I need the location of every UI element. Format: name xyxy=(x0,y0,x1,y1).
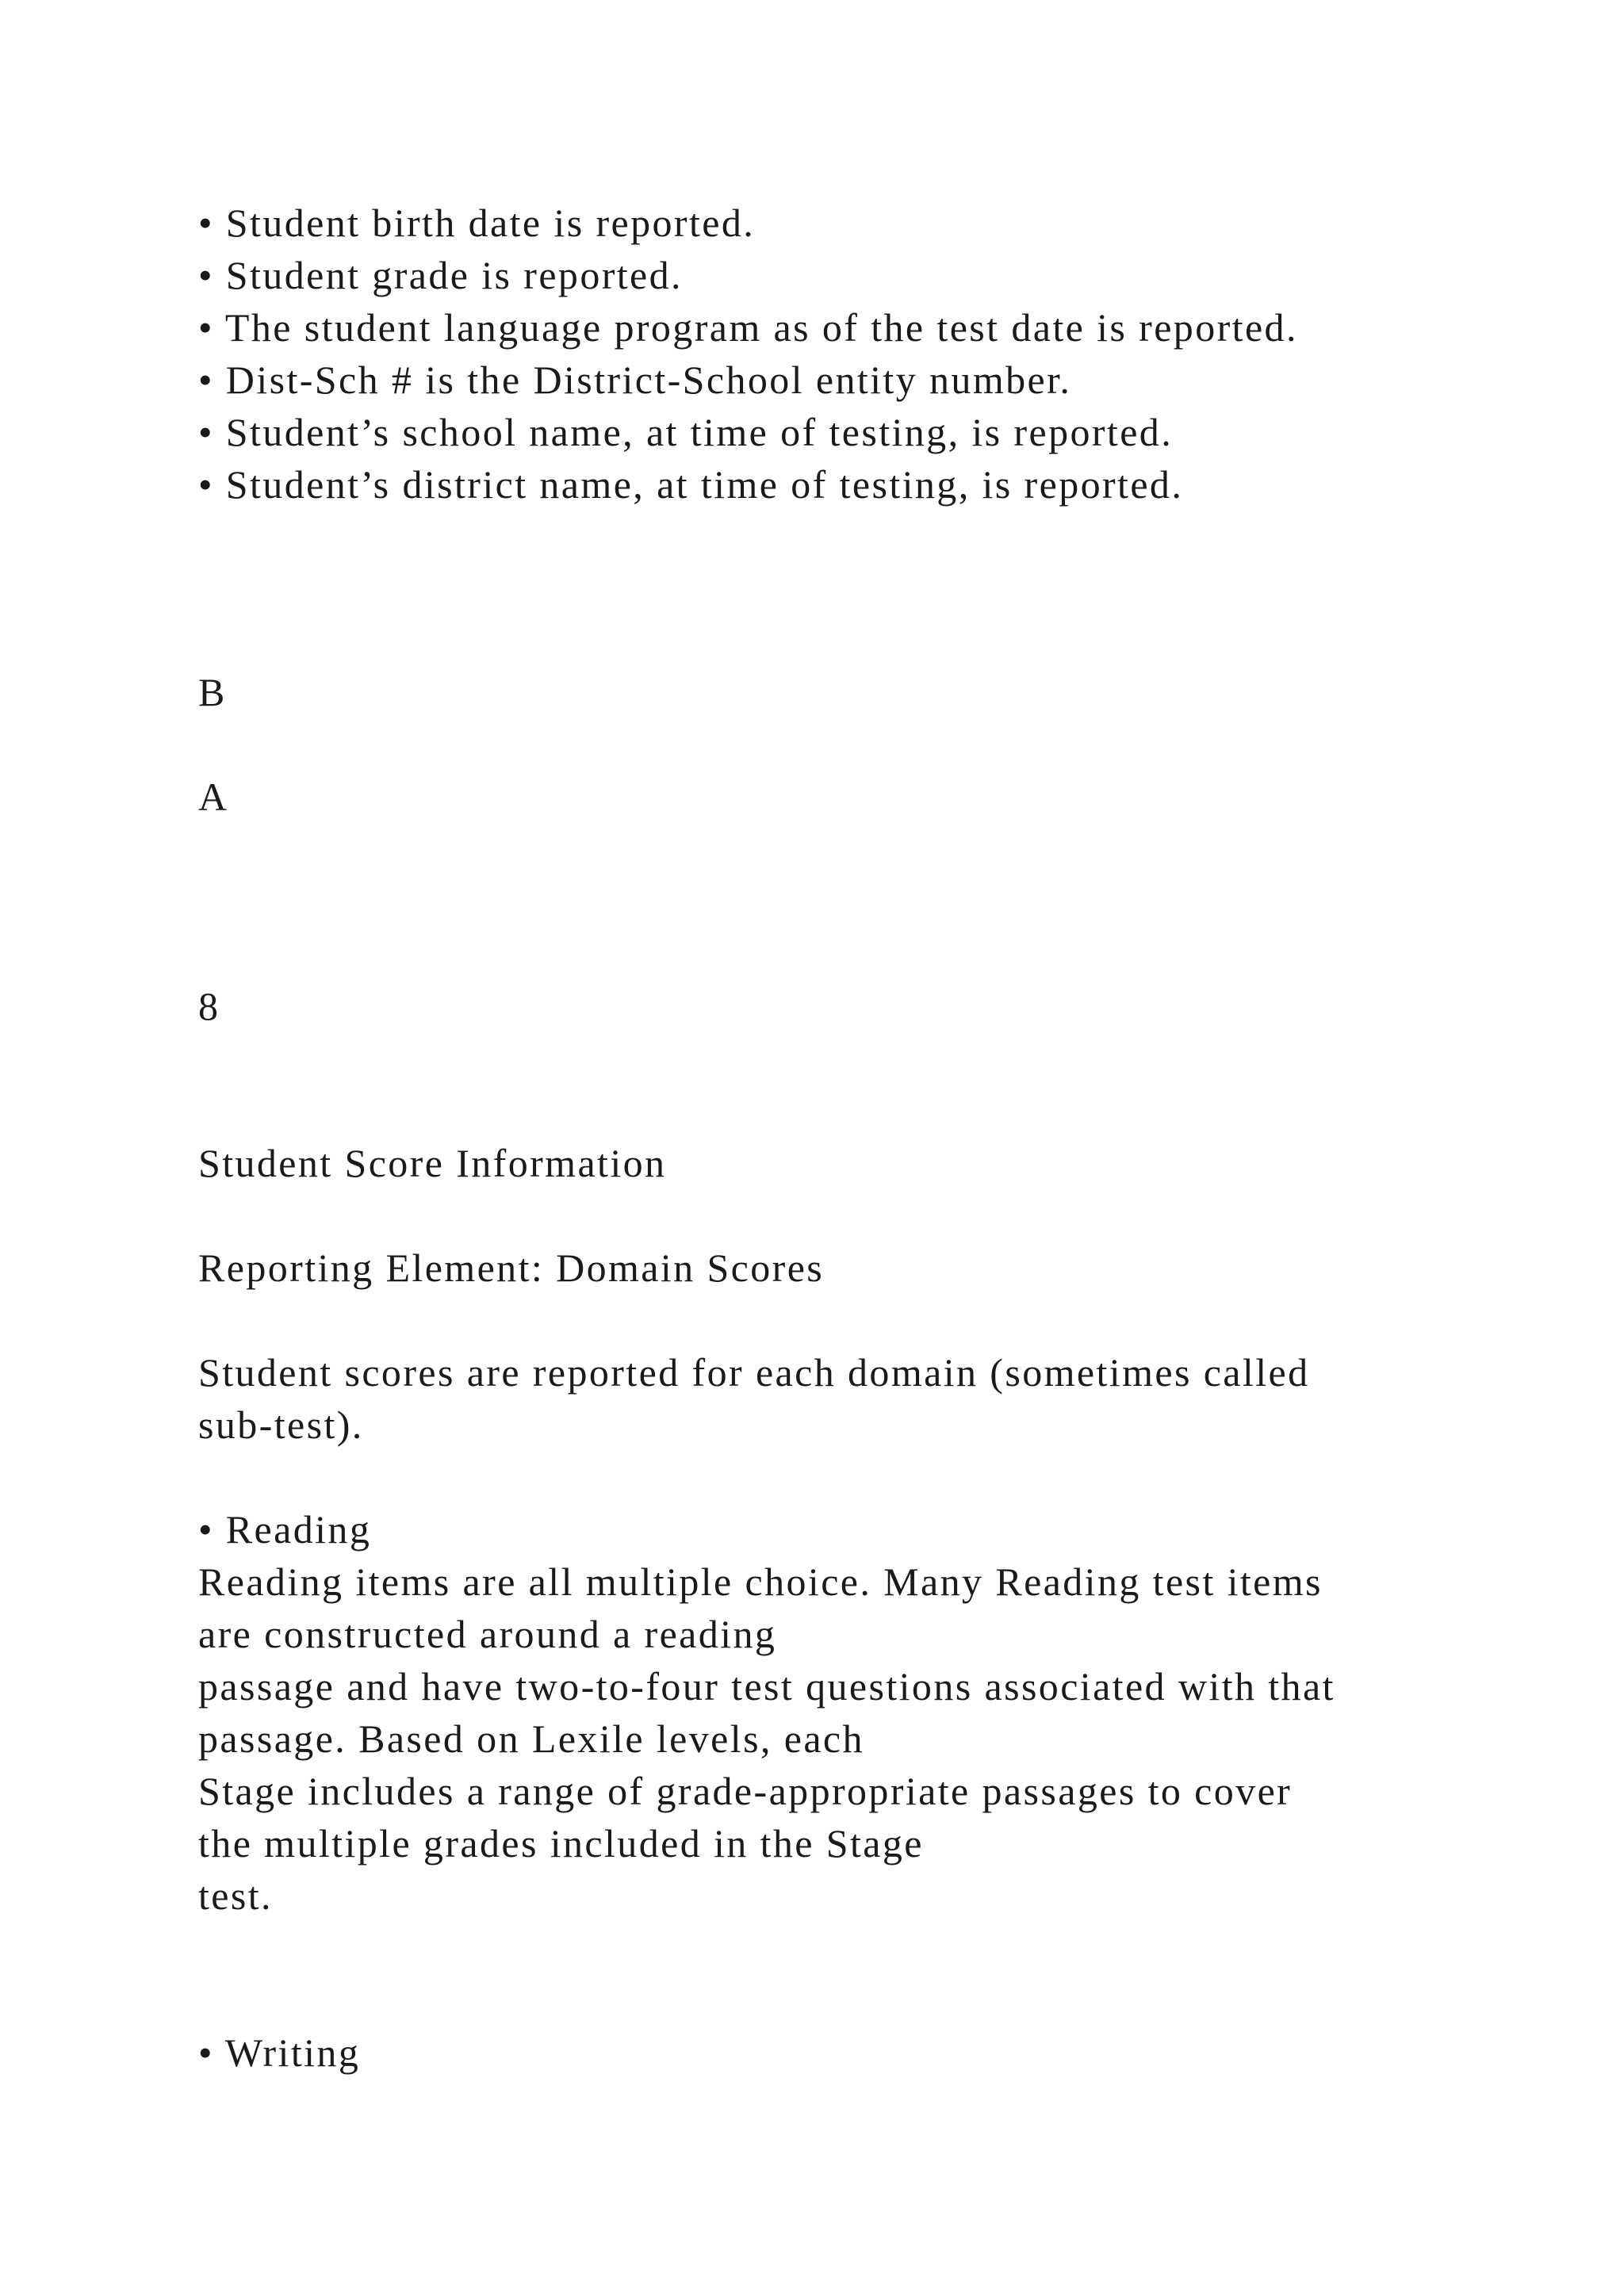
reading-line-3: passage and have two-to-four test questions associated with that xyxy=(198,1664,1335,1709)
reporting-element: Reporting Element: Domain Scores xyxy=(198,1246,825,1290)
marker-b: B xyxy=(198,670,227,714)
reading-line-6: the multiple grades included in the Stage xyxy=(198,1821,924,1866)
reading-line-4: passage. Based on Lexile levels, each xyxy=(198,1716,864,1761)
bullet-language-program: • The student language program as of the test date is reported. xyxy=(198,305,1298,350)
bullet-school-name: • Student’s school name, at time of testing, is reported. xyxy=(198,410,1174,454)
reading-line-5: Stage includes a range of grade-appropriate passages to cover xyxy=(198,1769,1293,1813)
intro-line-2: sub-test). xyxy=(198,1402,364,1447)
bullet-district-name: • Student’s district name, at time of testing, is reported. xyxy=(198,462,1184,507)
bullet-birth-date: • Student birth date is reported. xyxy=(198,201,756,245)
reading-line-7: test. xyxy=(198,1873,273,1918)
marker-a: A xyxy=(198,775,229,819)
writing-heading: • Writing xyxy=(198,2030,361,2075)
section-title: Student Score Information xyxy=(198,1141,667,1185)
bullet-dist-sch: • Dist-Sch # is the District-School entity number. xyxy=(198,358,1072,402)
reading-heading: • Reading xyxy=(198,1507,372,1552)
intro-line-1: Student scores are reported for each domain (sometimes called xyxy=(198,1350,1310,1395)
reading-line-1: Reading items are all multiple choice. Many Reading test items xyxy=(198,1559,1323,1604)
page-number: 8 xyxy=(198,984,220,1028)
reading-line-2: are constructed around a reading xyxy=(198,1612,777,1656)
bullet-grade: • Student grade is reported. xyxy=(198,253,683,297)
